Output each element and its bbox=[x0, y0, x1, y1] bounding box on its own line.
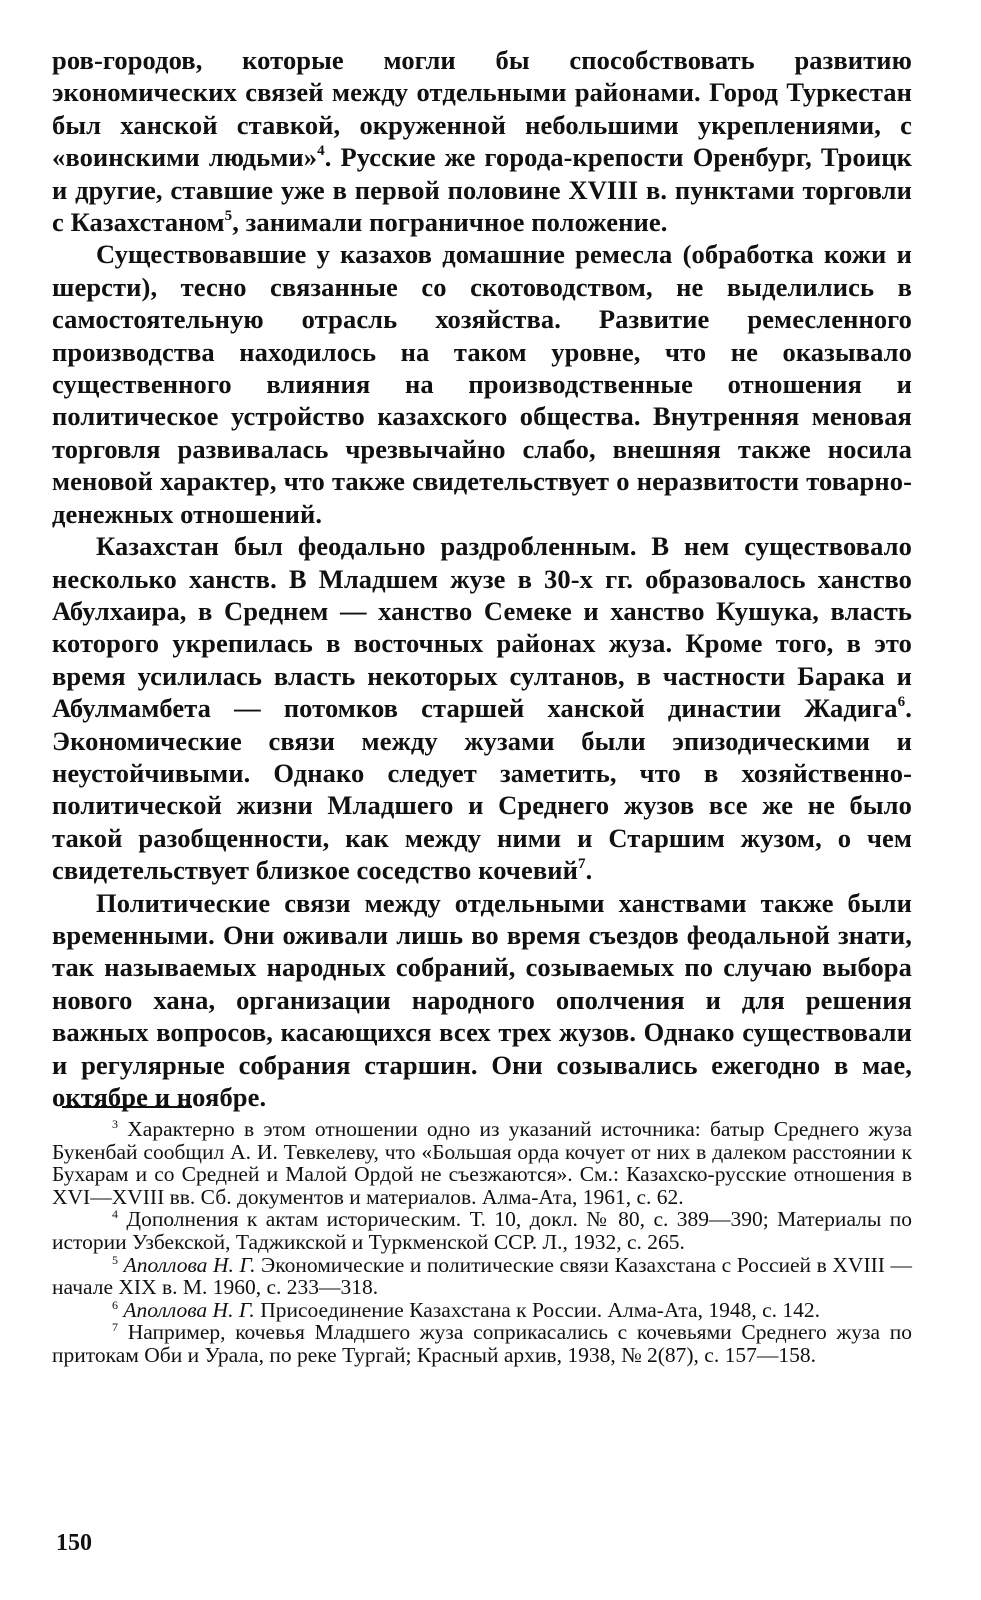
paragraph-1 bbox=[52, 44, 912, 238]
footnote-text: Присоединение Казахстана к России. Алма-Ата, 1948, с. 142. bbox=[254, 1297, 821, 1322]
footnote-6 bbox=[52, 1299, 912, 1322]
footnote-4 bbox=[52, 1208, 912, 1253]
footnote-ref-7: 7 bbox=[577, 856, 586, 873]
footnote-ref-5: 5 bbox=[224, 208, 233, 225]
footnote-ref-6: 6 bbox=[897, 694, 906, 711]
paragraph-1-end: , занимали пограничное положение. bbox=[232, 207, 668, 238]
footnote-number: 5 bbox=[112, 1252, 118, 1267]
footnote-number: 6 bbox=[112, 1297, 118, 1312]
footnote-text: Дополнения к актам историческим. Т. 10, докл. № 80, с. 389—390; Материалы по истории Узбекской, Таджикской и Туркменской ССР. Л., 1932, с. 265. bbox=[52, 1207, 913, 1254]
page-number: 150 bbox=[56, 1530, 92, 1556]
paragraph-4: Политические связи между отдельными ханствами также были временными. Они оживали лишь во время съездов феодальной знати, так называемых народных собраний, созываемых по случаю выбора нового хана, организации народного ополчения и для решения важных вопросов, касающихся всех трех жузов. Однако существовали и регулярные собрания старшин. Они созывались ежегодно в мае, октябре и ноябре. bbox=[52, 887, 912, 1112]
footnote-text: Экономические и политические связи Казахстана с Россией в XVIII — начале XIX в. М. 1960, с. 233—318. bbox=[52, 1252, 913, 1300]
footnote-3 bbox=[52, 1118, 912, 1208]
footnote-number: 4 bbox=[112, 1207, 118, 1222]
footnote-7 bbox=[52, 1321, 912, 1366]
footnote-ref-4: 4 bbox=[317, 143, 325, 160]
paragraph-3 bbox=[52, 530, 912, 886]
paragraph-3-end: . Экономические связи между жузами были эпизодическими и неустойчивыми. Однако следует заметить, что в хозяйственно-политической жизни Младшего и Среднего жузов все же не было такой разобщенности, как между ними и Старшим жузом, о чем свидетельствует близкое соседство кочевий bbox=[52, 693, 912, 886]
paragraph-1-middle: . Русские же города-крепости Оренбург, Троицк и другие, ставшие уже в первой половине XVIII в. пунктами торговли с Казахстаном bbox=[52, 142, 912, 238]
footnote-divider bbox=[62, 1106, 192, 1108]
paragraph-3-tail: . bbox=[585, 855, 593, 886]
footnote-number: 3 bbox=[112, 1117, 118, 1131]
paragraph-1-text: ров-городов, которые могли бы способствовать развитию экономических связей между отдельными районами. Город Туркестан был ханской ставкой, окруженной небольшими укреплениями, с «воинскими людьми» bbox=[52, 45, 912, 173]
paragraph-2: Существовавшие у казахов домашние ремесла (обработка кожи и шерсти), тесно связанные со скотоводством, не выделились в самостоятельную отрасль хозяйства. Развитие ремесленного производства находилось на таком уровне, что не оказывало существенного влияния на производственные отношения и политическое устройство казахского общества. Внутренняя меновая торговля развивалась чрезвычайно слабо, внешняя также носила меновой характер, что также свидетельствует о неразвитости товарно-денежных отношений. bbox=[52, 239, 912, 529]
main-text bbox=[52, 44, 912, 1113]
paragraph-3-text: Казахстан был феодально раздробленным. В нем существовало несколько ханств. В Младшем жузе в 30-х гг. образовалось ханство Абулхаира, в Среднем — ханство Семеке и ханство Кушука, власть которого укрепилась в восточных районах жуза. Кроме того, в это время усилилась власть некоторых султанов, в частности Барака и Абулмамбета — потомков старшей ханской династии Жадига bbox=[52, 531, 912, 724]
footnote-author: Аполлова Н. Г. bbox=[123, 1297, 255, 1322]
footnote-text: Например, кочевья Младшего жуза соприкасались с кочевьями Среднего жуза по притокам Оби и Урала, по реке Тургай; Красный архив, 1938, № 2(87), с. 157—158. bbox=[52, 1320, 912, 1367]
footnote-author: Аполлова Н. Г. bbox=[123, 1252, 256, 1277]
footnote-5 bbox=[52, 1254, 912, 1299]
footnote-text: Характерно в этом отношении одно из указаний источника: батыр Среднего жуза Букенбай сообщил А. И. Тевкелеву, что «Большая орда кочует от них в далеком расстоянии к Бухарам и со Средней и Малой Ордой не съезжаются». См.: Казахско-русские отношения в XVI—XVIII вв. Сб. документов и материалов. Алма-Ата, 1961, с. 62. bbox=[52, 1117, 912, 1209]
footnotes bbox=[52, 1118, 912, 1367]
footnote-number: 7 bbox=[112, 1320, 118, 1335]
